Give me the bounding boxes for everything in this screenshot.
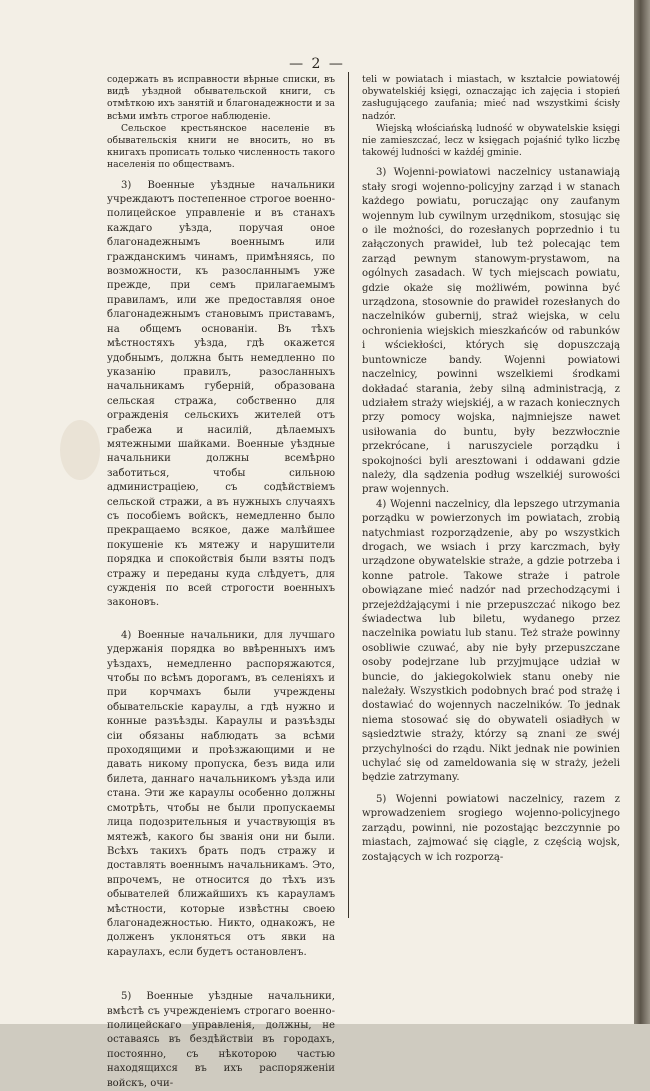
paragraph-5: 5) Wojenni powiatowi naczelnicy, razem z wprowadzeniem srogiego wojenno-policyjnego zarządu, powinni, nie pozostając bezczynnie po miastach, zajmować się ciągle, z częścią wojsk, zostających w ich rozporzą- [362, 793, 620, 863]
intro-paragraph: teli w powiatach i miastach, w kształcie powiatowéj obywatelskiéj księgi, oznaczając ich zajęcia i stopień zasługującego zaufania; mieć nad wszystkimi ścisły nadzór. [362, 74, 620, 122]
census-note-paragraph: Wiejską włościańską ludność w obywatelskie księgi nie zamieszczać, lecz w księgach pojaśnić tylko liczbę takowéj ludności w każdéj gminie. [362, 122, 620, 159]
paper-stain [60, 420, 100, 480]
paragraph-5: 5) Военные уѣздные начальники, вмѣстѣ съ учрежденіемъ строгаго военно-полицейскаго управленія, должны, не оставаясь въ бездѣйствіи въ городахъ, постоянно, съ нѣкоторою частью находящихся въ ихъ распоряженіи войскъ, очи- [107, 991, 335, 1089]
paragraph-4: 4) Военные начальники, для лучшаго удержанія порядка во ввѣренныхъ имъ уѣздахъ, немедленно распоряжаются, чтобы по всѣмъ дорогамъ, въ селеніяхъ и при корчмахъ были учреждены обывательскіе караулы, а гдѣ нужно и конные разъѣзды. Караулы и разъѣзды сіи обязаны наблюдать за всѣми проходящими и проѣзжающими и не давать никому пропуска, безъ вида или билета, даннаго начальникомъ уѣзда или стана. Эти же караулы особенно должны смотрѣть, чтобы не были пропускаемы лица подозрительныя и участвующія въ мятежѣ, какого бы званія они ни были. Всѣхъ такихъ брать подъ стражу и доставлять военнымъ начальникамъ. Это, впрочемъ, не относится до тѣхъ изъ обывателей ближайшихъ къ карауламъ мѣстности, которые извѣстны своею благонадежностью. Никто, однакожъ, не долженъ уклоняться отъ явки на караулахъ, если будетъ остановленъ. [107, 629, 335, 958]
column-divider [348, 72, 349, 918]
russian-column [107, 74, 336, 1089]
polish-column [362, 74, 620, 924]
binding-edge [634, 0, 650, 1024]
census-note-paragraph: Сельское крестьянское населеніе въ обывательскія книги не вносить, но въ книгахъ прописать только численность такого населенія по обществамъ. [107, 122, 336, 171]
paragraph-3: 3) Wojenni-powiatowi naczelnicy ustanawiają stały srogi wojenno-policyjny zarząd i w stanach każdego powiatu, poruczając ony zaufanym wojennym lub cywilnym urzędnikom, stosując się o ile możności, do rozesłanych poprzednio i tu załączonych prawideł, lub też polecając tem zarząd pewnym stanowym-prystawom, na ogólnych zasadach. W tych miejscach powiatu, gdzie okaże się możliwém, powinna być urządzona, stosownie do prawideł rozesłanych do naczelników gubernij, straż wiejska, w celu ochronienia wiejskich mieszkańców od rabunków i wściekłości, których się dopuszczają buntownicze bandy. Wojenni powiatowi naczelnicy, powinni wszelkiemi środkami dokładać starania, żeby silną administracją, z udziałem straży wiejskiéj, a w razach koniecznych przy pomocy wojska, najmniejsze nawet usiłowania do buntu, były bezzwłocznie przekrócane, i naruszyciele porządku i spokojności byli aresztowani i oddawani gdzie należy, dla sądzenia podług wszelkiéj surowości praw wojennych. [362, 167, 620, 496]
intro-paragraph: содержать въ исправности вѣрные списки, въ видѣ уѣздной обывательской книги, съ отмѣткою ихъ занятій и благонадежности и за всѣми имѣть строгое наблюденіе. [107, 74, 335, 122]
paragraph-4: 4) Wojenni naczelnicy, dla lepszego utrzymania porządku w powierzonych im powiatach, zrobią natychmiast rozporządzenie, aby po wszystkich drogach, we wsiach i przy karczmach, były urządzone obywatelskie straże, a gdzie potrzeba i konne patrole. Takowe straże i patrole obowiązane mieć nadzór nad przechodzącymi i przejeżdżającymi i nie przepuszczać nikogo bez świadectwa lub biletu, wydanego przez naczelnika powiatu lub stanu. Też straże powinny osobliwie czuwać, aby nie były przepuszczane osoby podejrzane lub przyjmujące udział w buncie, do jakiegokolwiek stanu oneby nie należały. Wszystkich podobnych brać pod strażę i dostawiać do wojennych naczelników. To jednak niema stosować się do obywateli osiadłych w sąsiedztwie straży, którzy są znani ze swéj przychylności do rządu. Nikt jednak nie powinien uchylać się od zameldowania się w straży, jeżeli będzie zatrzymany. [362, 498, 620, 784]
paragraph-3: 3) Военные уѣздные начальники учреждаютъ постепенное строгое военно-полицейское управленіе и въ станахъ каждаго уѣзда, поручая оное благонадежнымъ военнымъ или гражданскимъ чинамъ, примѣняясь, по возможности, къ разосланнымъ уже прежде, при семъ прилагаемымъ правиламъ, или же предоставляя оное благонадежнымъ становымъ приставамъ, на общемъ основаніи. Въ тѣхъ мѣстностяхъ уѣзда, гдѣ окажется удобнымъ, должна быть немедленно по указанію правилъ, разосланныхъ начальникамъ губерній, образована сельская стража, собственно для огражденія сельскихъ жителей отъ грабежа и насилій, дѣлаемыхъ мятежными шайками. Военные уѣздные начальники должны всемѣрно заботиться, чтобы сильною администраціею, съ содѣйствіемъ сельской стражи, а въ нужныхъ случаяхъ съ пособіемъ войскъ, немедленно было прекращаемо всякое, даже малѣйшее покушеніе къ мятежу и нарушители порядка и спокойствія были взяты подъ стражу и переданы куда слѣдуетъ, для сужденія по всей строгости военныхъ законовъ. [107, 179, 335, 609]
page-number: — 2 — [289, 56, 345, 72]
